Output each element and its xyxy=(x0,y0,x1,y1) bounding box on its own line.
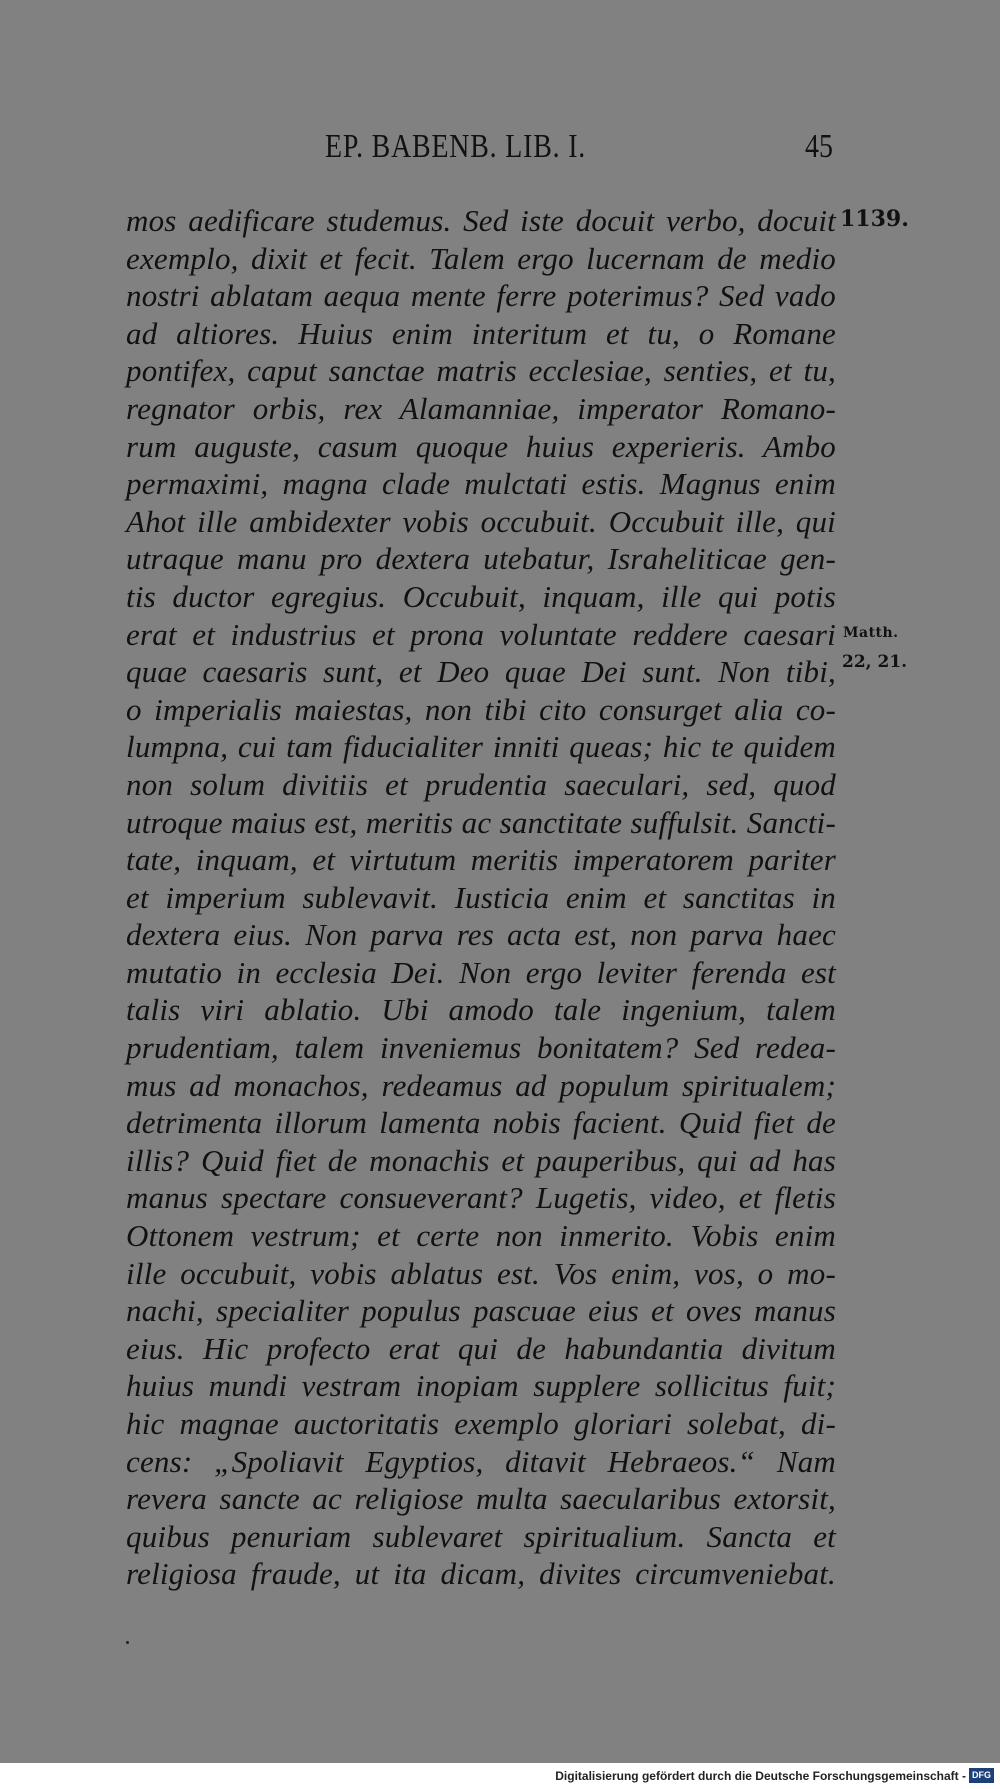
text-line: tis ductor egregius. Occubuit, inquam, ille qui potis xyxy=(126,578,836,614)
text-line: o imperialis maiestas, non tibi cito consurget alia co- xyxy=(126,691,836,727)
running-title: EP. BABENB. LIB. I. xyxy=(325,128,587,165)
text-line: nostri ablatam aequa mente ferre poterimus? Sed vado xyxy=(126,278,836,314)
body-text xyxy=(126,202,836,1593)
text-line: religiosa fraude, ut ita dicam, divites circumveniebat. xyxy=(126,1556,836,1592)
text-line: revera sancte ac religiose multa saecularibus extorsit, xyxy=(126,1481,836,1517)
text-line: quae caesaris sunt, et Deo quae Dei sunt. Non tibi, xyxy=(126,654,836,690)
text-line: nachi, specialiter populus pascuae eius et oves manus xyxy=(126,1293,836,1329)
text-line: tate, inquam, et virtutum meritis imperatorem pariter xyxy=(126,842,836,878)
text-line: non solum divitiis et prudentia saeculari, sed, quod xyxy=(126,766,836,802)
text-line: prudentiam, talem inveniemus bonitatem? Sed redea- xyxy=(126,1030,836,1066)
text-line: mus ad monachos, redeamus ad populum spiritualem; xyxy=(126,1067,836,1103)
text-line: ad altiores. Huius enim interitum et tu, o Romane xyxy=(126,315,836,351)
text-line: illis? Quid fiet de monachis et pauperibus, qui ad has xyxy=(126,1142,836,1178)
text-line: eius. Hic profecto erat qui de habundantia divitum xyxy=(126,1330,836,1366)
text-line: utroque maius est, meritis ac sanctitate suffulsit. Sancti- xyxy=(126,804,836,840)
scan-speck xyxy=(126,1641,129,1644)
text-line: cens: „Spoliavit Egyptios, ditavit Hebraeos.“ Nam xyxy=(126,1443,836,1479)
text-line: erat et industrius et prona voluntate reddere caesari xyxy=(126,616,836,652)
text-line: quibus penuriam sublevaret spiritualium. Sancta et xyxy=(126,1518,836,1554)
text-line: ille occubuit, vobis ablatus est. Vos enim, vos, o mo- xyxy=(126,1255,836,1291)
text-line: regnator orbis, rex Alamanniae, imperator Romano- xyxy=(126,390,836,426)
text-line: permaximi, magna clade mulctati estis. Magnus enim xyxy=(126,466,836,502)
text-line: detrimenta illorum lamenta nobis facient. Quid fiet de xyxy=(126,1105,836,1141)
text-line: rum auguste, casum quoque huius experieris. Ambo xyxy=(126,428,836,464)
margin-ref-verse: 22, 21. xyxy=(842,652,908,672)
text-line: hic magnae auctoritatis exemplo gloriari solebat, di- xyxy=(126,1406,836,1441)
text-line: lumpna, cui tam fiducialiter inniti queas; hic te quidem xyxy=(126,729,836,765)
text-line: et imperium sublevavit. Iusticia enim et sanctitas in xyxy=(126,879,836,915)
footer-bar xyxy=(0,1763,1000,1789)
dfg-logo-icon: DFG xyxy=(969,1768,994,1783)
text-line: huius mundi vestram inopiam supplere sollicitus fuit; xyxy=(126,1368,836,1404)
footer-credit: Digitalisierung gefördert durch die Deutsche Forschungsgemeinschaft - xyxy=(555,1769,966,1783)
text-line: Ottonem vestrum; et certe non inmerito. Vobis enim xyxy=(126,1218,836,1254)
running-head xyxy=(0,128,1000,168)
text-line: mutatio in ecclesia Dei. Non ergo leviter ferenda est xyxy=(126,954,836,990)
page-number: 45 xyxy=(805,128,833,165)
margin-year: 1139. xyxy=(840,206,909,232)
text-line: pontifex, caput sanctae matris ecclesiae, senties, et tu, xyxy=(126,353,836,389)
text-line: exemplo, dixit et fecit. Talem ergo lucernam de medio xyxy=(126,240,836,276)
margin-ref-book: Matth. xyxy=(843,625,899,641)
text-line: talis viri ablatio. Ubi amodo tale ingenium, talem xyxy=(126,992,836,1028)
text-line: mos aedificare studemus. Sed iste docuit verbo, docuit xyxy=(126,203,836,238)
text-line: Ahot ille ambidexter vobis occubuit. Occubuit ille, qui xyxy=(126,503,836,539)
text-line: manus spectare consueverant? Lugetis, video, et fletis xyxy=(126,1180,836,1216)
text-line: dextera eius. Non parva res acta est, non parva haec xyxy=(126,917,836,953)
text-line: utraque manu pro dextera utebatur, Israheliticae gen- xyxy=(126,541,836,577)
